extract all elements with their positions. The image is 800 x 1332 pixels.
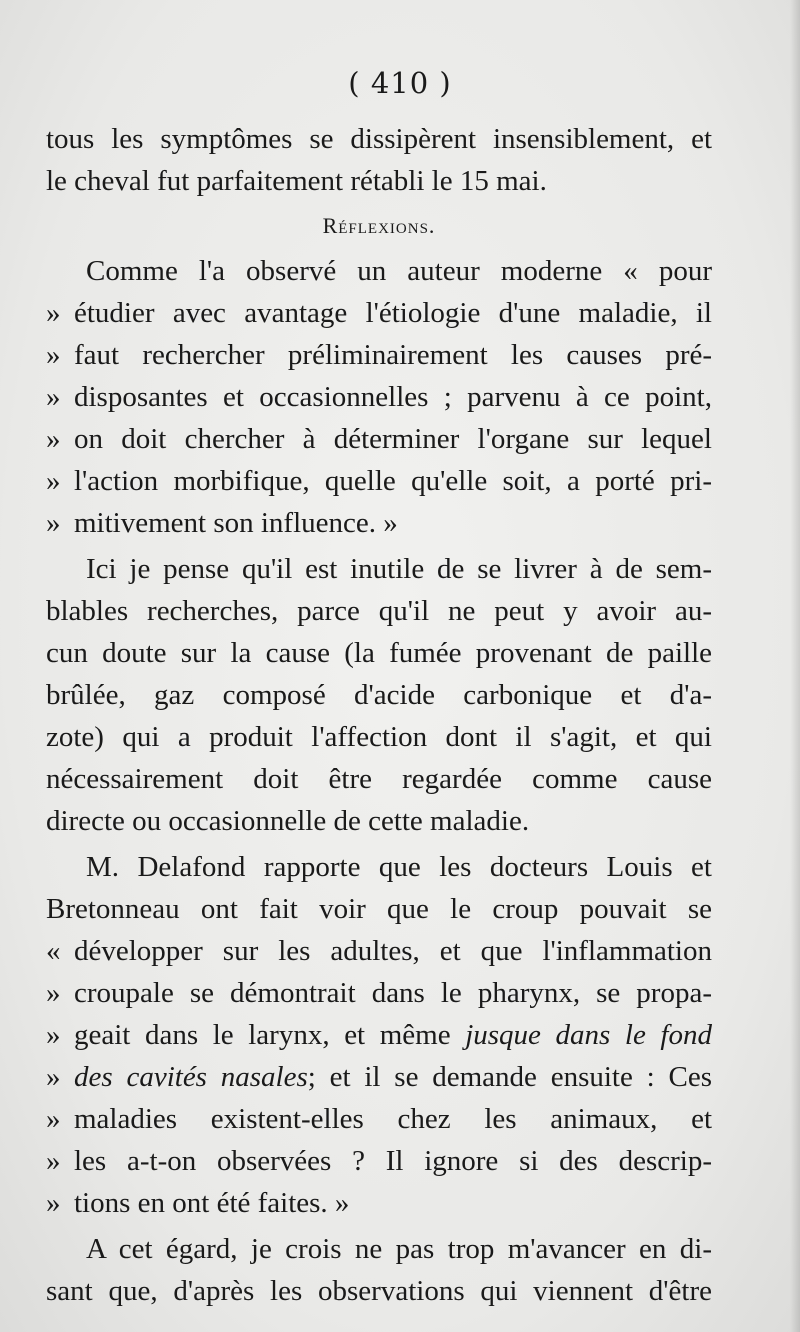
text-line: sant que, d'après les observations qui viennent d'être [46,1275,712,1307]
quoted-line [46,1098,712,1140]
quoted-line [46,460,712,502]
quote-mark: » [46,339,61,371]
text-line: A cet égard, je crois ne pas trop m'avancer en di- [86,1233,712,1265]
text-line: ; et il se demande ensuite : Ces [307,1061,713,1093]
quoted-line [46,1014,712,1056]
quoted-line [46,1056,712,1098]
text-line: le cheval fut parfaitement rétabli le 15 mai. [46,165,547,197]
quoted-line [46,1140,712,1182]
quote-mark: » [46,381,61,413]
text-line: geait dans le larynx, et même [74,1019,466,1051]
text-line: l'action morbifique, quelle qu'elle soit, a porté pri- [74,465,712,497]
quote-mark: » [46,423,61,455]
text-line: M. Delafond rapporte que les docteurs Louis et [86,851,712,883]
text-line: développer sur les adultes, et que l'inflammation [74,935,712,967]
quote-mark: » [46,507,61,539]
quote-mark: » [46,1103,61,1135]
text-line: tous les symptômes se dissipèrent insensiblement, et [46,123,712,155]
quote-mark: » [46,1187,61,1219]
text-line: Ici je pense qu'il est inutile de se livrer à de sem- [86,553,712,585]
text-line: disposantes et occasionnelles ; parvenu à ce point, [74,381,712,413]
text-line: tions en ont été faites. » [74,1187,350,1219]
text-line: cun doute sur la cause (la fumée provenant de paille [46,637,712,669]
text-line: croupale se démontrait dans le pharynx, se propa- [74,977,712,1009]
text-line: brûlée, gaz composé d'acide carbonique et d'a- [46,679,712,711]
text-line: on doit chercher à déterminer l'organe sur lequel [74,423,712,455]
text-line: étudier avec avantage l'étiologie d'une maladie, il [74,297,712,329]
quote-mark: » [46,297,61,329]
text-line: faut rechercher préliminairement les causes pré- [74,339,712,371]
quoted-line [46,292,712,334]
text-line: directe ou occasionnelle de cette maladie. [46,805,530,837]
text-line: zote) qui a produit l'affection dont il s'agit, et qui [46,721,712,753]
page-edge-shadow [790,0,800,1332]
quoted-line [46,334,712,376]
text-line: maladies existent-elles chez les animaux, et [74,1103,712,1135]
quote-mark: » [46,1019,61,1051]
quoted-line [46,502,712,544]
page-body [46,118,712,1312]
quoted-line [46,930,712,972]
text-line: Bretonneau ont fait voir que le croup pouvait se [46,893,712,925]
text-line: les a-t-on observées ? Il ignore si des descrip- [74,1145,712,1177]
quoted-line [46,418,712,460]
quote-mark: » [46,977,61,1009]
quote-mark: » [46,1061,61,1093]
text-line: nécessairement doit être regardée comme cause [46,763,712,795]
italic-text: des cavités nasales [74,1061,308,1093]
quote-mark: » [46,1145,61,1177]
quote-mark: » [46,465,61,497]
text-line: blables recherches, parce qu'il ne peut y avoir au- [46,595,712,627]
text-line: Comme l'a observé un auteur moderne « pour [86,255,712,287]
page-number: ( 410 ) [348,66,452,100]
quote-mark: « [46,935,61,967]
quoted-line [46,972,712,1014]
italic-text: jusque dans le fond [465,1019,712,1051]
text-line: mitivement son influence. » [74,507,398,539]
quoted-line [46,376,712,418]
section-heading: Réflexions. [322,213,436,238]
quoted-line [46,1182,712,1224]
